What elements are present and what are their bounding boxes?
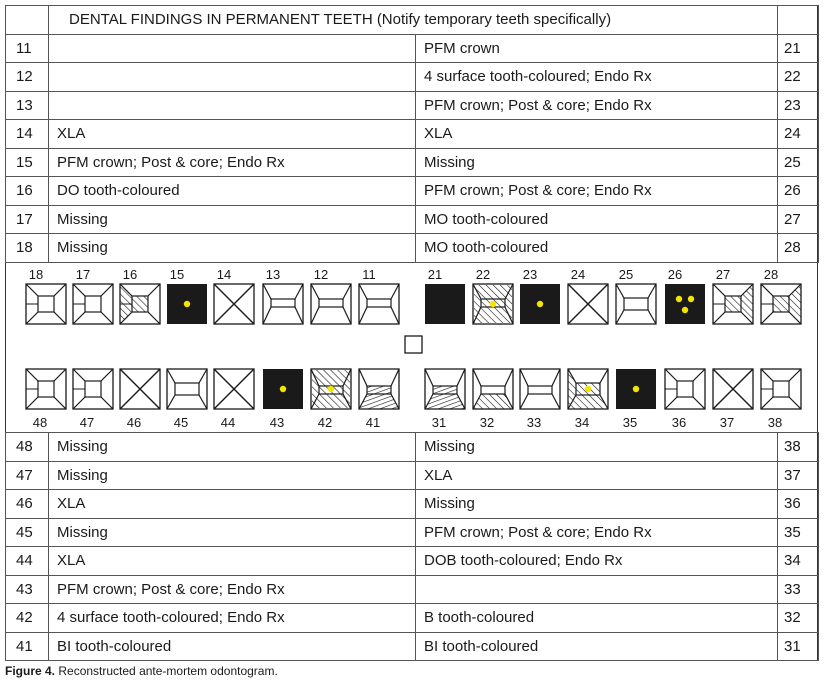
left-tooth-number: 16 [6, 177, 49, 206]
right-tooth-number: 22 [778, 63, 819, 92]
tooth-32 [473, 369, 513, 409]
tooth-number-label: 12 [313, 267, 329, 282]
tooth-number-label: 26 [667, 267, 683, 282]
post-dot [490, 301, 496, 307]
finding-row [6, 34, 819, 63]
tooth-21 [425, 284, 465, 324]
midline-marker-box [405, 336, 422, 353]
right-tooth-number: 21 [778, 34, 819, 63]
tooth-34 [568, 369, 608, 409]
tooth-outline [616, 284, 656, 324]
finding-row [6, 461, 819, 490]
tooth-15 [167, 284, 207, 324]
right-finding: DOB tooth-coloured; Endo Rx [416, 547, 778, 576]
finding-row [6, 148, 819, 177]
right-tooth-number: 33 [778, 575, 819, 604]
caption-text: Reconstructed ante-mortem odontogram. [58, 664, 278, 678]
tooth-number-label: 44 [220, 415, 236, 430]
post-dot [537, 301, 543, 307]
lower-findings-table [5, 432, 819, 661]
right-tooth-number: 35 [778, 518, 819, 547]
right-finding: XLA [416, 120, 778, 149]
tooth-number-label: 24 [570, 267, 586, 282]
right-tooth-number: 32 [778, 604, 819, 633]
tooth-number-label: 32 [479, 415, 495, 430]
finding-row [6, 120, 819, 149]
left-finding: BI tooth-coloured [49, 632, 416, 661]
tooth-number-label: 23 [522, 267, 538, 282]
left-tooth-number: 42 [6, 604, 49, 633]
finding-row [6, 205, 819, 234]
right-tooth-number: 31 [778, 632, 819, 661]
tooth-number-label: 43 [269, 415, 285, 430]
left-tooth-number: 46 [6, 490, 49, 519]
right-finding: PFM crown; Post & core; Endo Rx [416, 518, 778, 547]
caption-label: Figure 4. [5, 664, 56, 678]
tooth-number-label: 22 [475, 267, 491, 282]
tooth-13 [263, 284, 303, 324]
tooth-33 [520, 369, 560, 409]
post-dot [676, 296, 682, 302]
finding-row [6, 91, 819, 120]
finding-row [6, 518, 819, 547]
right-finding: 4 surface tooth-coloured; Endo Rx [416, 63, 778, 92]
tooth-number-label: 45 [173, 415, 189, 430]
left-tooth-number: 45 [6, 518, 49, 547]
left-tooth-number: 12 [6, 63, 49, 92]
tooth-number-label: 16 [122, 267, 138, 282]
right-finding [416, 575, 778, 604]
tooth-number-label: 28 [763, 267, 779, 282]
tooth-outline [167, 369, 207, 409]
left-finding: Missing [49, 433, 416, 462]
tooth-number-label: 36 [671, 415, 687, 430]
tooth-number-label: 17 [75, 267, 91, 282]
tooth-outline [520, 369, 560, 409]
left-tooth-number: 47 [6, 461, 49, 490]
left-finding: 4 surface tooth-coloured; Endo Rx [49, 604, 416, 633]
left-finding: Missing [49, 205, 416, 234]
tooth-outline [311, 284, 351, 324]
restoration-hatch [367, 386, 391, 394]
tooth-12 [311, 284, 351, 324]
tooth-25 [616, 284, 656, 324]
left-finding: XLA [49, 120, 416, 149]
tooth-23 [520, 284, 560, 324]
left-finding: Missing [49, 518, 416, 547]
crown-fill [665, 284, 705, 324]
finding-row [6, 234, 819, 263]
finding-row [6, 63, 819, 92]
post-dot [280, 386, 286, 392]
tooth-46 [120, 369, 160, 409]
left-tooth-number: 15 [6, 148, 49, 177]
right-finding: PFM crown [416, 34, 778, 63]
tooth-number-label: 11 [362, 267, 376, 282]
post-dot [585, 386, 591, 392]
tooth-number-label: 21 [427, 267, 443, 282]
tooth-37 [713, 369, 753, 409]
right-tooth-number: 25 [778, 148, 819, 177]
tooth-48 [26, 369, 66, 409]
form-title: DENTAL FINDINGS IN PERMANENT TEETH (Notify temporary teeth specifically) [49, 6, 778, 35]
tooth-number-label: 25 [618, 267, 634, 282]
right-tooth-number: 34 [778, 547, 819, 576]
figure-caption [5, 664, 278, 678]
tooth-17 [73, 284, 113, 324]
tooth-number-label: 48 [32, 415, 48, 430]
post-dot [184, 301, 190, 307]
left-finding: XLA [49, 490, 416, 519]
tooth-number-label: 46 [126, 415, 142, 430]
restoration-hatch [433, 386, 457, 394]
left-tooth-number: 17 [6, 205, 49, 234]
left-finding: PFM crown; Post & core; Endo Rx [49, 575, 416, 604]
right-finding: MO tooth-coloured [416, 205, 778, 234]
tooth-number-label: 47 [79, 415, 95, 430]
right-finding: PFM crown; Post & core; Endo Rx [416, 91, 778, 120]
left-finding [49, 34, 416, 63]
tooth-number-label: 31 [431, 415, 447, 430]
odontogram-chart [5, 264, 818, 432]
post-dot [682, 307, 688, 313]
tooth-number-label: 42 [317, 415, 333, 430]
tooth-31 [425, 369, 465, 409]
tooth-42 [311, 369, 351, 409]
post-dot [633, 386, 639, 392]
upper-findings-table [5, 5, 819, 263]
left-finding: DO tooth-coloured [49, 177, 416, 206]
right-finding: PFM crown; Post & core; Endo Rx [416, 177, 778, 206]
header-corner-left [6, 6, 49, 35]
tooth-14 [214, 284, 254, 324]
tooth-47 [73, 369, 113, 409]
tooth-number-label: 14 [216, 267, 232, 282]
tooth-number-label: 35 [622, 415, 638, 430]
tooth-number-label: 18 [28, 267, 44, 282]
left-tooth-number: 11 [6, 34, 49, 63]
crown-fill [425, 284, 465, 324]
tooth-26 [665, 284, 705, 324]
tooth-number-label: 15 [169, 267, 185, 282]
finding-row [6, 575, 819, 604]
left-tooth-number: 44 [6, 547, 49, 576]
right-tooth-number: 38 [778, 433, 819, 462]
tooth-24 [568, 284, 608, 324]
left-finding: PFM crown; Post & core; Endo Rx [49, 148, 416, 177]
left-tooth-number: 41 [6, 632, 49, 661]
tooth-number-label: 13 [265, 267, 281, 282]
right-tooth-number: 27 [778, 205, 819, 234]
right-finding: Missing [416, 148, 778, 177]
right-finding: XLA [416, 461, 778, 490]
left-tooth-number: 48 [6, 433, 49, 462]
left-tooth-number: 13 [6, 91, 49, 120]
tooth-outline [359, 284, 399, 324]
right-finding: Missing [416, 433, 778, 462]
right-finding: MO tooth-coloured [416, 234, 778, 263]
right-tooth-number: 23 [778, 91, 819, 120]
tooth-number-label: 41 [365, 415, 381, 430]
tooth-36 [665, 369, 705, 409]
left-tooth-number: 18 [6, 234, 49, 263]
header-corner-right [778, 6, 819, 35]
post-dot [688, 296, 694, 302]
tooth-22 [473, 284, 513, 324]
tooth-11 [359, 284, 399, 324]
tooth-43 [263, 369, 303, 409]
tooth-18 [26, 284, 66, 324]
tooth-41 [359, 369, 399, 409]
tooth-35 [616, 369, 656, 409]
left-tooth-number: 14 [6, 120, 49, 149]
left-finding: Missing [49, 461, 416, 490]
right-tooth-number: 24 [778, 120, 819, 149]
left-finding [49, 63, 416, 92]
left-tooth-number: 43 [6, 575, 49, 604]
tooth-45 [167, 369, 207, 409]
tooth-number-label: 33 [526, 415, 542, 430]
tooth-38 [761, 369, 801, 409]
left-finding: XLA [49, 547, 416, 576]
right-finding: Missing [416, 490, 778, 519]
right-tooth-number: 37 [778, 461, 819, 490]
left-finding [49, 91, 416, 120]
right-tooth-number: 26 [778, 177, 819, 206]
finding-row [6, 433, 819, 462]
tooth-number-label: 38 [767, 415, 783, 430]
right-tooth-number: 28 [778, 234, 819, 263]
finding-row [6, 547, 819, 576]
tooth-number-label: 34 [574, 415, 590, 430]
right-finding: B tooth-coloured [416, 604, 778, 633]
tooth-number-label: 37 [719, 415, 735, 430]
tooth-outline [263, 284, 303, 324]
finding-row [6, 604, 819, 633]
tooth-28 [761, 284, 801, 324]
post-dot [328, 386, 334, 392]
right-finding: BI tooth-coloured [416, 632, 778, 661]
finding-row [6, 177, 819, 206]
finding-row [6, 490, 819, 519]
tooth-number-label: 27 [715, 267, 731, 282]
tooth-44 [214, 369, 254, 409]
header-row [6, 6, 819, 35]
tooth-16 [120, 284, 160, 324]
left-finding: Missing [49, 234, 416, 263]
finding-row [6, 632, 819, 661]
tooth-27 [713, 284, 753, 324]
right-tooth-number: 36 [778, 490, 819, 519]
